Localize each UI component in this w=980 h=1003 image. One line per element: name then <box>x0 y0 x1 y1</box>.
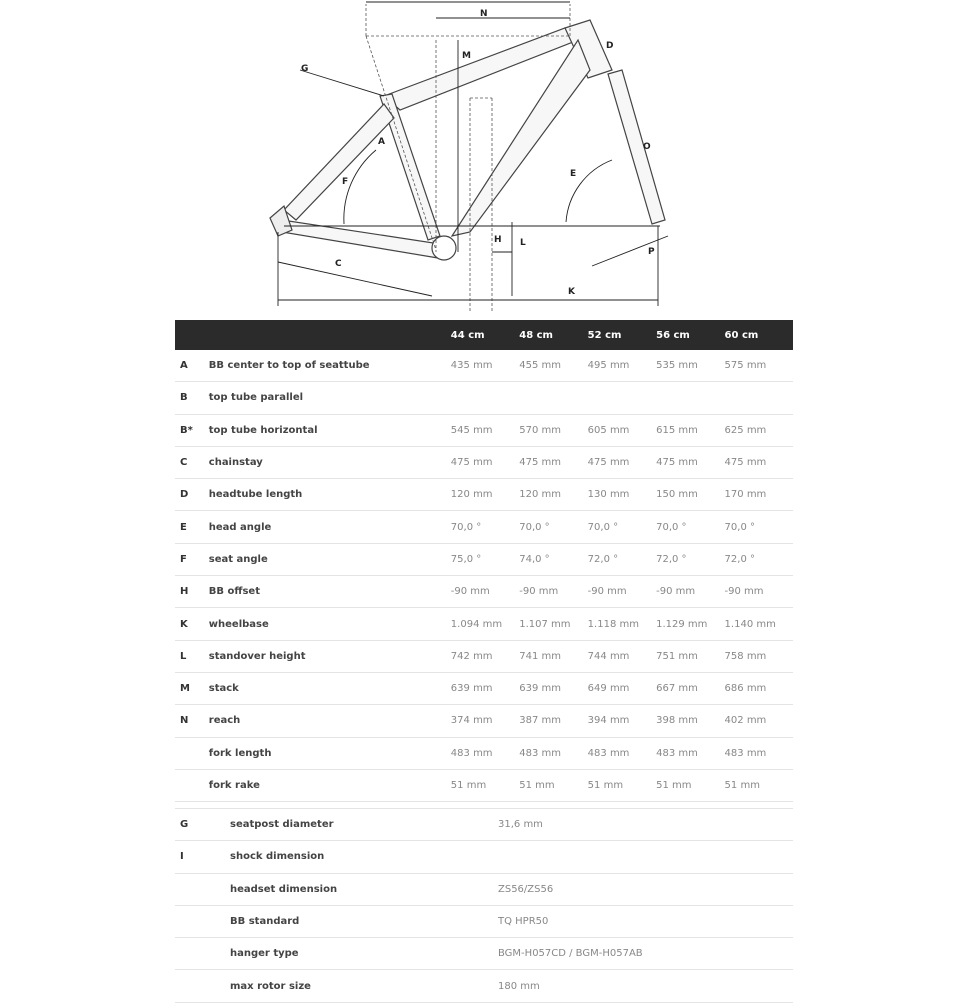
row-value: 758 mm <box>724 650 767 662</box>
spec-value: 180 mm <box>498 980 540 992</box>
row-label: head angle <box>208 521 272 533</box>
spec-label: shock dimension <box>230 851 325 863</box>
row-label: fork rake <box>208 780 260 791</box>
spec-row <box>175 874 793 906</box>
row-value: 455 mm <box>519 360 561 372</box>
row-value: 1.107 mm <box>519 618 571 630</box>
row-label: fork length <box>208 747 272 759</box>
row-value: 742 mm <box>450 650 493 662</box>
row-value: 51 mm <box>450 780 487 791</box>
spec-label: headset dimension <box>230 883 338 895</box>
label-G: G <box>301 64 309 74</box>
size-header: 44 cm <box>450 329 485 341</box>
row-value: 72,0 ° <box>587 553 619 565</box>
row-value: 70,0 ° <box>450 521 482 533</box>
row-value: 483 mm <box>724 747 767 759</box>
row-label: BB center to top of seattube <box>208 360 370 372</box>
label-D: D <box>606 41 614 51</box>
label-A: A <box>378 137 385 147</box>
row-value: 475 mm <box>656 457 698 469</box>
table-row <box>175 641 793 673</box>
row-value: 686 mm <box>724 683 767 695</box>
row-value: 475 mm <box>724 457 767 469</box>
row-value: 570 mm <box>519 424 561 436</box>
row-label: stack <box>208 683 239 695</box>
table-header <box>175 320 793 350</box>
row-value: 398 mm <box>656 715 698 727</box>
table-row <box>175 415 793 447</box>
row-value: 744 mm <box>587 650 630 662</box>
row-value: 483 mm <box>450 747 493 759</box>
geometry-table <box>175 320 793 802</box>
size-header: 52 cm <box>587 329 622 341</box>
frame-geometry-diagram <box>0 0 980 320</box>
spec-value: BGM-H057CD / BGM-H057AB <box>498 948 643 960</box>
table-row <box>175 738 793 770</box>
row-code: F <box>180 553 187 565</box>
row-value: 649 mm <box>587 683 630 695</box>
row-value: 120 mm <box>519 489 561 501</box>
row-code: B <box>180 392 188 404</box>
row-label: seat angle <box>208 553 268 565</box>
row-value: 72,0 ° <box>656 553 687 565</box>
spec-row <box>175 809 793 841</box>
row-value: 75,0 ° <box>450 553 482 565</box>
row-value: 639 mm <box>519 683 561 695</box>
row-value: 483 mm <box>656 747 698 759</box>
spec-value: 31,6 mm <box>498 819 543 831</box>
row-value: 387 mm <box>519 715 561 727</box>
row-label: chainstay <box>208 457 263 469</box>
row-value: 475 mm <box>587 457 630 469</box>
row-value: 615 mm <box>656 424 698 436</box>
label-P: P <box>648 247 655 257</box>
label-C: C <box>335 259 342 269</box>
row-code: D <box>180 489 189 501</box>
row-value: 475 mm <box>519 457 561 469</box>
row-code: C <box>180 457 188 469</box>
spec-row <box>175 970 793 1002</box>
row-value: -90 mm <box>656 586 696 598</box>
row-value: 495 mm <box>587 360 630 372</box>
row-value: 625 mm <box>724 424 767 436</box>
row-value: 374 mm <box>450 715 493 727</box>
size-header: 60 cm <box>724 329 759 341</box>
row-value: 170 mm <box>724 489 767 501</box>
row-value: -90 mm <box>587 586 627 598</box>
row-value: -90 mm <box>450 586 490 598</box>
spec-row <box>175 841 793 873</box>
row-code: M <box>180 683 190 695</box>
row-code: K <box>180 618 188 630</box>
row-value: 483 mm <box>519 747 561 759</box>
row-value: -90 mm <box>724 586 764 598</box>
row-code: N <box>180 715 189 727</box>
row-label: BB offset <box>208 586 260 598</box>
row-value: 72,0 ° <box>724 553 755 565</box>
row-value: 535 mm <box>656 360 698 372</box>
row-value: 639 mm <box>450 683 493 695</box>
size-header: 56 cm <box>656 329 690 341</box>
spec-row <box>175 906 793 938</box>
row-label: top tube horizontal <box>208 424 318 436</box>
spec-code: G <box>180 819 189 831</box>
table-row <box>175 544 793 576</box>
row-value: -90 mm <box>519 586 559 598</box>
table-row <box>175 705 793 737</box>
row-label: headtube length <box>208 489 303 501</box>
row-value: 51 mm <box>519 780 555 791</box>
table-row <box>175 447 793 479</box>
row-value: 435 mm <box>450 360 493 372</box>
row-value: 51 mm <box>724 780 760 791</box>
label-K: K <box>568 287 575 297</box>
table-row <box>175 350 793 382</box>
row-value: 483 mm <box>587 747 630 759</box>
row-value: 120 mm <box>450 489 493 501</box>
row-value: 51 mm <box>587 780 624 791</box>
spec-label: max rotor size <box>230 980 311 992</box>
row-label: top tube parallel <box>208 392 304 404</box>
spec-row <box>175 938 793 970</box>
size-header: 48 cm <box>519 329 553 341</box>
table-row <box>175 511 793 543</box>
row-value: 475 mm <box>450 457 493 469</box>
row-value: 667 mm <box>656 683 698 695</box>
row-value: 70,0 ° <box>587 521 619 533</box>
row-value: 575 mm <box>724 360 767 372</box>
row-label: reach <box>208 715 241 727</box>
table-row <box>175 608 793 640</box>
row-value: 402 mm <box>724 715 767 727</box>
label-M: M <box>462 51 471 61</box>
label-O: O <box>643 142 651 152</box>
row-value: 150 mm <box>656 489 698 501</box>
row-value: 51 mm <box>656 780 692 791</box>
row-label: standover height <box>208 650 306 662</box>
row-value: 1.140 mm <box>724 618 776 630</box>
row-value: 70,0 ° <box>656 521 687 533</box>
row-code: L <box>180 650 187 662</box>
table-row <box>175 673 793 705</box>
row-value: 70,0 ° <box>724 521 755 533</box>
row-value: 605 mm <box>587 424 630 436</box>
row-code: E <box>180 521 187 533</box>
row-code: H <box>180 586 189 598</box>
row-value: 394 mm <box>587 715 630 727</box>
row-value: 1.118 mm <box>587 618 639 630</box>
table-row <box>175 382 793 414</box>
row-code: A <box>180 360 188 372</box>
label-H: H <box>494 235 502 245</box>
row-value: 545 mm <box>450 424 493 436</box>
row-code: B* <box>180 424 193 436</box>
spec-label: BB standard <box>230 916 300 928</box>
row-label: wheelbase <box>208 618 269 630</box>
row-value: 74,0 ° <box>519 553 550 565</box>
row-value: 130 mm <box>587 489 630 501</box>
spec-value: TQ HPR50 <box>498 916 549 928</box>
spec-label: seatpost diameter <box>230 819 334 831</box>
row-value: 1.094 mm <box>450 618 503 630</box>
table-row <box>175 479 793 511</box>
spec-value: ZS56/ZS56 <box>498 883 554 895</box>
label-E: E <box>570 169 577 179</box>
table-row <box>175 770 793 802</box>
spec-code: I <box>180 851 184 863</box>
specs-table <box>175 808 793 1003</box>
row-value: 70,0 ° <box>519 521 550 533</box>
label-L: L <box>520 238 526 248</box>
row-value: 1.129 mm <box>656 618 708 630</box>
label-N: N <box>480 9 488 19</box>
row-value: 751 mm <box>656 650 698 662</box>
table-row <box>175 576 793 608</box>
spec-label: hanger type <box>230 948 299 960</box>
label-F: F <box>342 177 349 187</box>
row-value: 741 mm <box>519 650 561 662</box>
